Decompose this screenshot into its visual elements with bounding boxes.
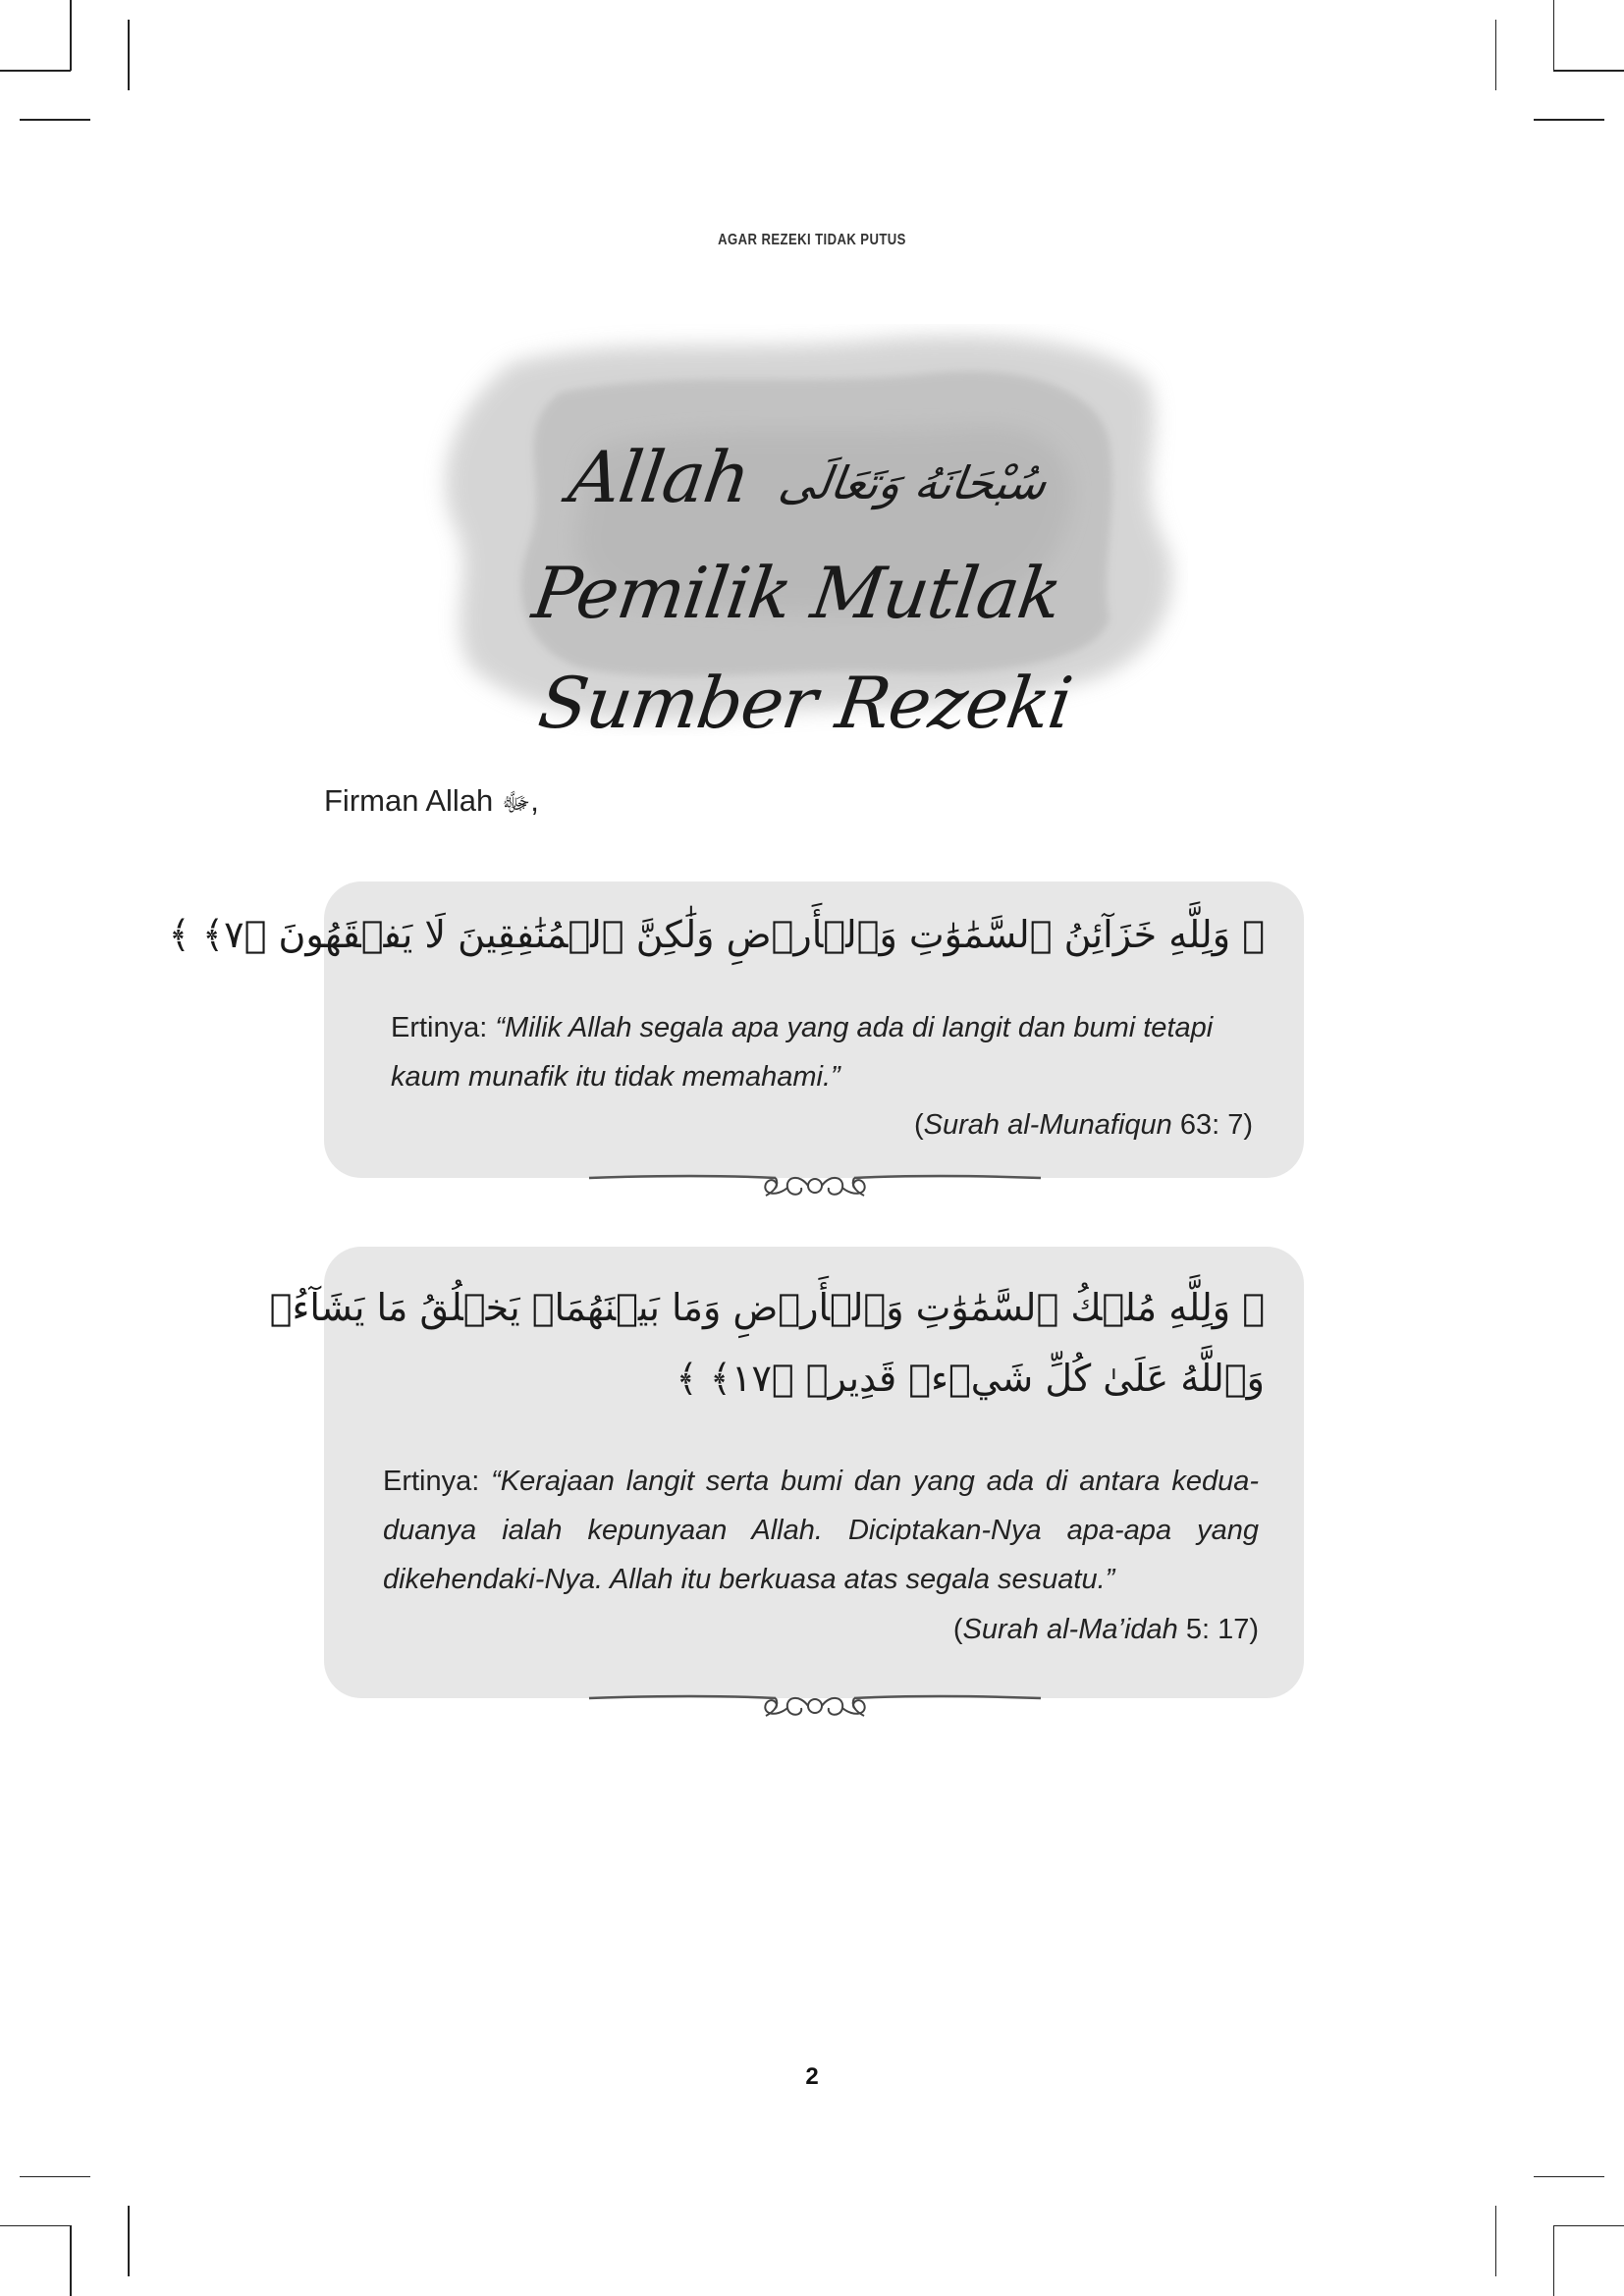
- title-honorific: سُبْحَانَهُ وَتَعَالَى: [775, 456, 1051, 509]
- crop-mark: [20, 2176, 90, 2178]
- crop-mark: [1553, 70, 1624, 72]
- intro-label: Firman Allah: [324, 783, 494, 818]
- crop-mark: [1553, 2225, 1555, 2296]
- ref-number: 5: 17): [1177, 1614, 1259, 1645]
- ref-number: 63: 7): [1171, 1109, 1253, 1141]
- crop-mark: [1553, 0, 1555, 71]
- translation-text: “Milik Allah segala apa yang ada di langit dan bumi tetapi kaum munafik itu tidak memahami.”: [391, 1012, 1214, 1093]
- crop-mark: [1495, 20, 1497, 90]
- arabic-verse-line-1: ﴿ وَلِلَّهِ مُلۡكُ ٱلسَّمَٰوَٰتِ وَٱلۡأَرۡضِ وَمَا بَيۡنَهُمَاۚ يَخۡلُقُ مَا يَشَآءُۚ: [269, 1286, 1265, 1329]
- crop-mark: [20, 119, 90, 121]
- crop-mark: [128, 20, 130, 90]
- translation-lead: Ertinya:: [383, 1466, 492, 1497]
- verse-translation: [391, 1003, 1253, 1101]
- crop-mark: [70, 0, 72, 71]
- crop-mark: [0, 2225, 71, 2227]
- crop-mark: [128, 2206, 130, 2276]
- crop-mark: [1534, 119, 1604, 121]
- title-line-2: Sumber Rezeki: [533, 662, 1077, 744]
- intro-punct: ,: [530, 783, 539, 818]
- ref-open: (: [914, 1109, 924, 1141]
- translation-text: “Kerajaan langit serta bumi dan yang ada di antara kedua-duanya ialah kepunyaan Allah. Diciptakan-Nya apa-apa yang dikehendaki-Nya. Allah itu berkuasa atas segala sesuatu.”: [383, 1466, 1259, 1595]
- page-title: [422, 422, 1188, 758]
- flourish-ornament-icon: [579, 1164, 1051, 1209]
- crop-mark: [70, 2225, 72, 2296]
- running-head: AGAR REZEKI TIDAK PUTUS: [718, 232, 906, 248]
- arabic-verse: ﴿ وَلِلَّهِ خَزَآئِنُ ٱلسَّمَٰوَٰتِ وَٱلۡأَرۡضِ وَلَٰكِنَّ ٱلۡمُنَٰفِقِينَ لَا يَفۡقَهُونَ ﴿٧﴾ ﴾: [168, 913, 1265, 956]
- flourish-ornament-icon: [579, 1684, 1051, 1730]
- arabic-verse-line-2: وَٱللَّهُ عَلَىٰ كُلِّ شَيۡءٖ قَدِيرٞ ﴿١٧﴾ ﴾: [676, 1357, 1265, 1400]
- verse-reference: [914, 1109, 1253, 1142]
- translation-lead: Ertinya:: [391, 1012, 496, 1043]
- title-line-1: [406, 422, 1204, 648]
- verse-box: [269, 1247, 1304, 1698]
- page-number: 2: [805, 2063, 819, 2090]
- ref-open: (: [952, 1614, 963, 1645]
- verse-reference: [953, 1614, 1259, 1646]
- verse-translation: [383, 1457, 1259, 1604]
- intro-honorific: ﷻ: [501, 787, 531, 817]
- ref-surah: Surah al-Ma’idah: [962, 1614, 1178, 1645]
- crop-mark: [1495, 2206, 1497, 2276]
- crop-mark: [1534, 2176, 1604, 2178]
- title-line1-rest: Pemilik Mutlak: [527, 552, 1066, 634]
- crop-mark: [1553, 2225, 1624, 2227]
- crop-mark: [0, 70, 71, 72]
- verse-box: [168, 881, 1304, 1178]
- ref-surah: Surah al-Munafiqun: [923, 1109, 1172, 1141]
- title-word-allah: Allah: [564, 436, 755, 518]
- intro-text: [324, 783, 539, 824]
